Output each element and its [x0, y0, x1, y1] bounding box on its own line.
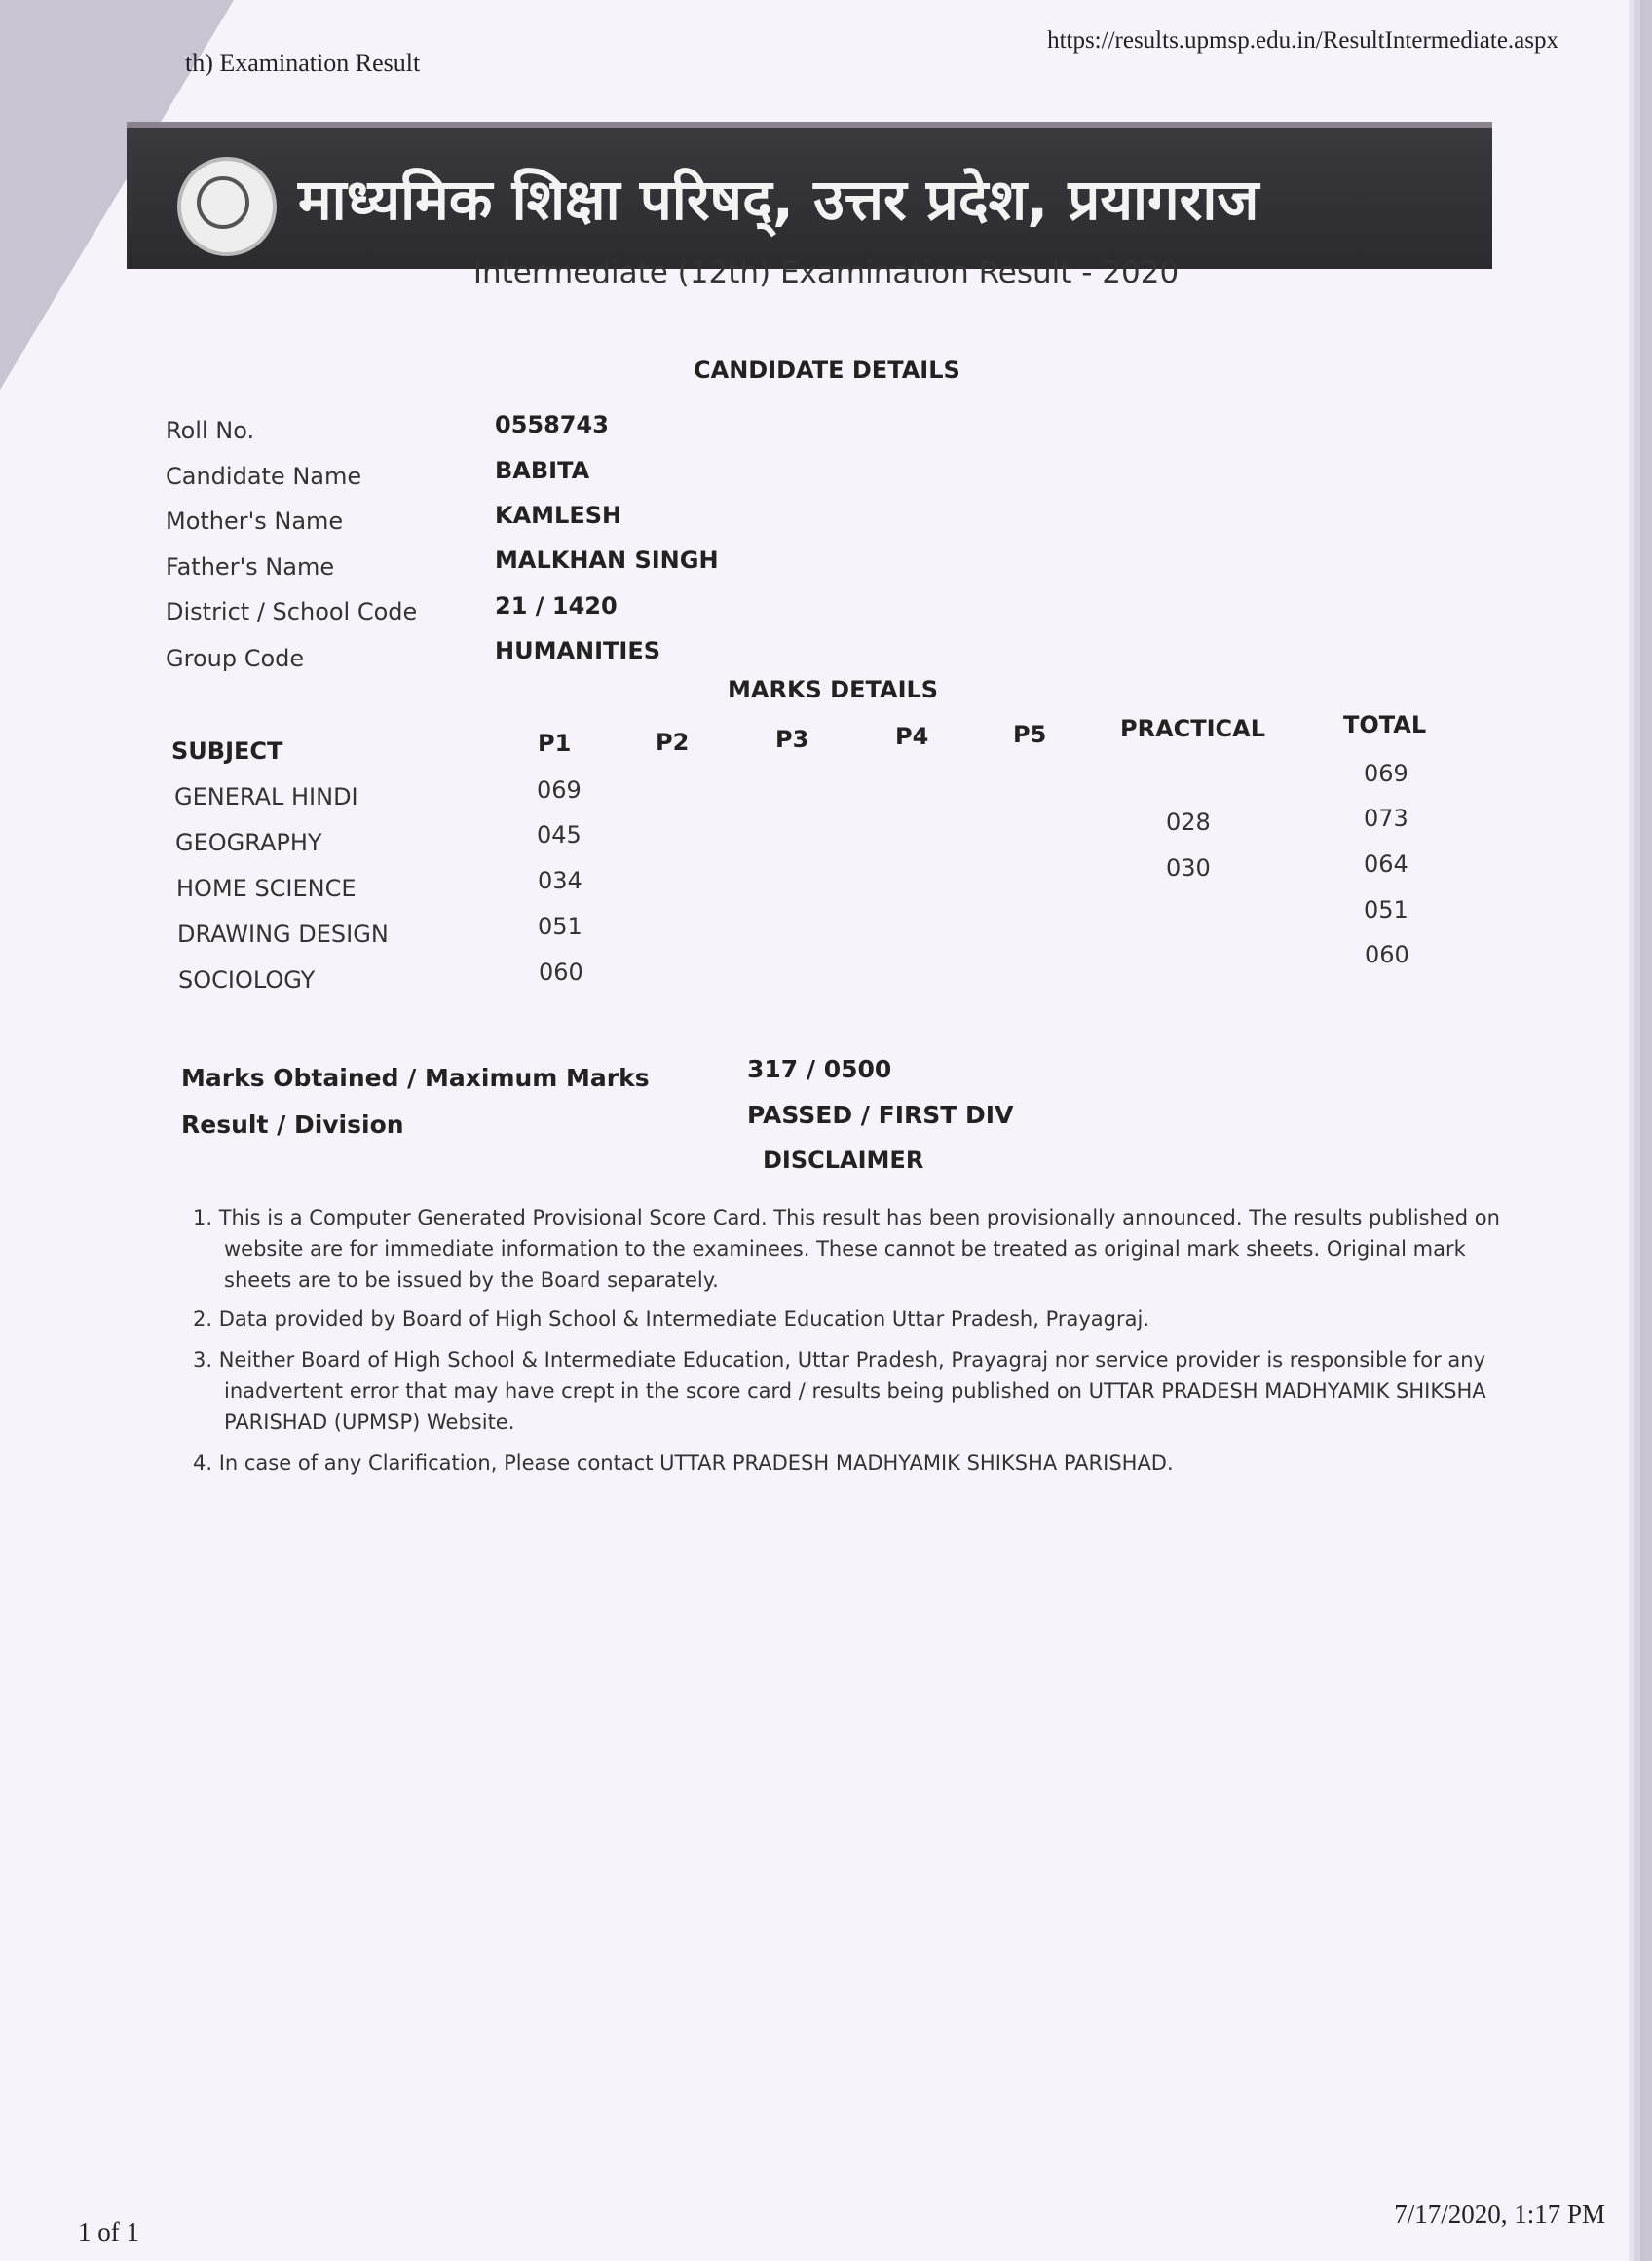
board-name: माध्यमिक शिक्षा परिषद्, उत्तर प्रदेश, प्रयागराज	[298, 167, 1259, 233]
disclaimer-item-2: 2. Data provided by Board of High School & Intermediate Education Uttar Pradesh, Prayagraj.	[193, 1307, 1150, 1331]
row-3-total: 064	[1364, 850, 1408, 878]
col-total: TOTAL	[1343, 711, 1427, 738]
row-2-subject: GEOGRAPHY	[175, 829, 322, 856]
row-3-p1: 034	[538, 867, 582, 894]
row-4-total: 051	[1364, 896, 1408, 923]
page-count: 1 of 1	[78, 2217, 139, 2246]
exam-title: Intermediate (12th) Examination Result - 2020	[472, 255, 1180, 290]
disclaimer-item-3: 3. Neither Board of High School & Intermediate Education, Uttar Pradesh, Prayagraj nor service provider is responsible for any inadvertent error that may have crept in the score card / results being published on UTTAR PRADESH MADHYAMIK SHIKSHA PARISHAD (UPMSP) Website.	[193, 1348, 1486, 1434]
col-p4: P4	[895, 723, 929, 750]
group-code-label: Group Code	[166, 645, 305, 672]
candidate-name-value: BABITA	[495, 457, 590, 484]
row-2-practical: 028	[1166, 809, 1211, 836]
father-name-label: Father's Name	[166, 553, 335, 581]
row-5-subject: SOCIOLOGY	[178, 966, 316, 994]
col-subject: SUBJECT	[171, 737, 283, 765]
row-3-practical: 030	[1166, 854, 1211, 882]
father-name-value: MALKHAN SINGH	[495, 546, 719, 574]
row-1-subject: GENERAL HINDI	[174, 783, 358, 810]
row-4-p1: 051	[538, 913, 582, 940]
emblem-ring	[197, 176, 249, 229]
browser-print-url: https://results.upmsp.edu.in/ResultIntermediate.aspx	[1047, 27, 1558, 54]
col-p1: P1	[538, 730, 572, 757]
up-government-emblem-icon	[177, 157, 277, 256]
candidate-name-label: Candidate Name	[166, 463, 362, 490]
result-division-label: Result / Division	[181, 1111, 404, 1139]
row-1-total: 069	[1364, 760, 1408, 787]
mother-name-value: KAMLESH	[495, 502, 622, 529]
result-division-value: PASSED / FIRST DIV	[747, 1101, 1014, 1129]
browser-print-title: th) Examination Result	[185, 49, 421, 77]
row-3-subject: HOME SCIENCE	[176, 875, 357, 902]
col-p2: P2	[656, 729, 690, 756]
row-4-subject: DRAWING DESIGN	[177, 921, 389, 948]
row-2-total: 073	[1364, 805, 1408, 832]
roll-no-value: 0558743	[495, 411, 609, 438]
col-practical: PRACTICAL	[1120, 715, 1266, 742]
roll-no-label: Roll No.	[166, 417, 255, 444]
marks-details-heading: MARKS DETAILS	[728, 676, 939, 703]
disclaimer-item-4: 4. In case of any Clarification, Please contact UTTAR PRADESH MADHYAMIK SHIKSHA PARISHAD.	[193, 1451, 1174, 1475]
row-1-p1: 069	[537, 776, 582, 804]
row-5-p1: 060	[539, 959, 583, 986]
row-2-p1: 045	[537, 821, 582, 848]
group-code-value: HUMANITIES	[495, 637, 661, 664]
candidate-details-heading: CANDIDATE DETAILS	[694, 357, 960, 384]
disclaimer-item-1: 1. This is a Computer Generated Provisional Score Card. This result has been provisionally announced. The results published on website are for immediate information to the examinees. These cannot be treated as original mark sheets. Original mark sheets are to be issued by the Board separately.	[193, 1206, 1500, 1292]
col-p5: P5	[1013, 721, 1047, 748]
board-banner	[127, 122, 1492, 269]
marks-obtained-label: Marks Obtained / Maximum Marks	[181, 1064, 650, 1092]
district-school-code-value: 21 / 1420	[495, 592, 618, 620]
col-p3: P3	[775, 726, 809, 753]
row-5-total: 060	[1365, 941, 1409, 968]
print-timestamp: 7/17/2020, 1:17 PM	[1394, 2200, 1605, 2229]
district-school-code-label: District / School Code	[166, 598, 418, 625]
disclaimer-heading: DISCLAIMER	[763, 1147, 924, 1174]
mother-name-label: Mother's Name	[166, 508, 344, 535]
marks-obtained-value: 317 / 0500	[747, 1055, 892, 1083]
